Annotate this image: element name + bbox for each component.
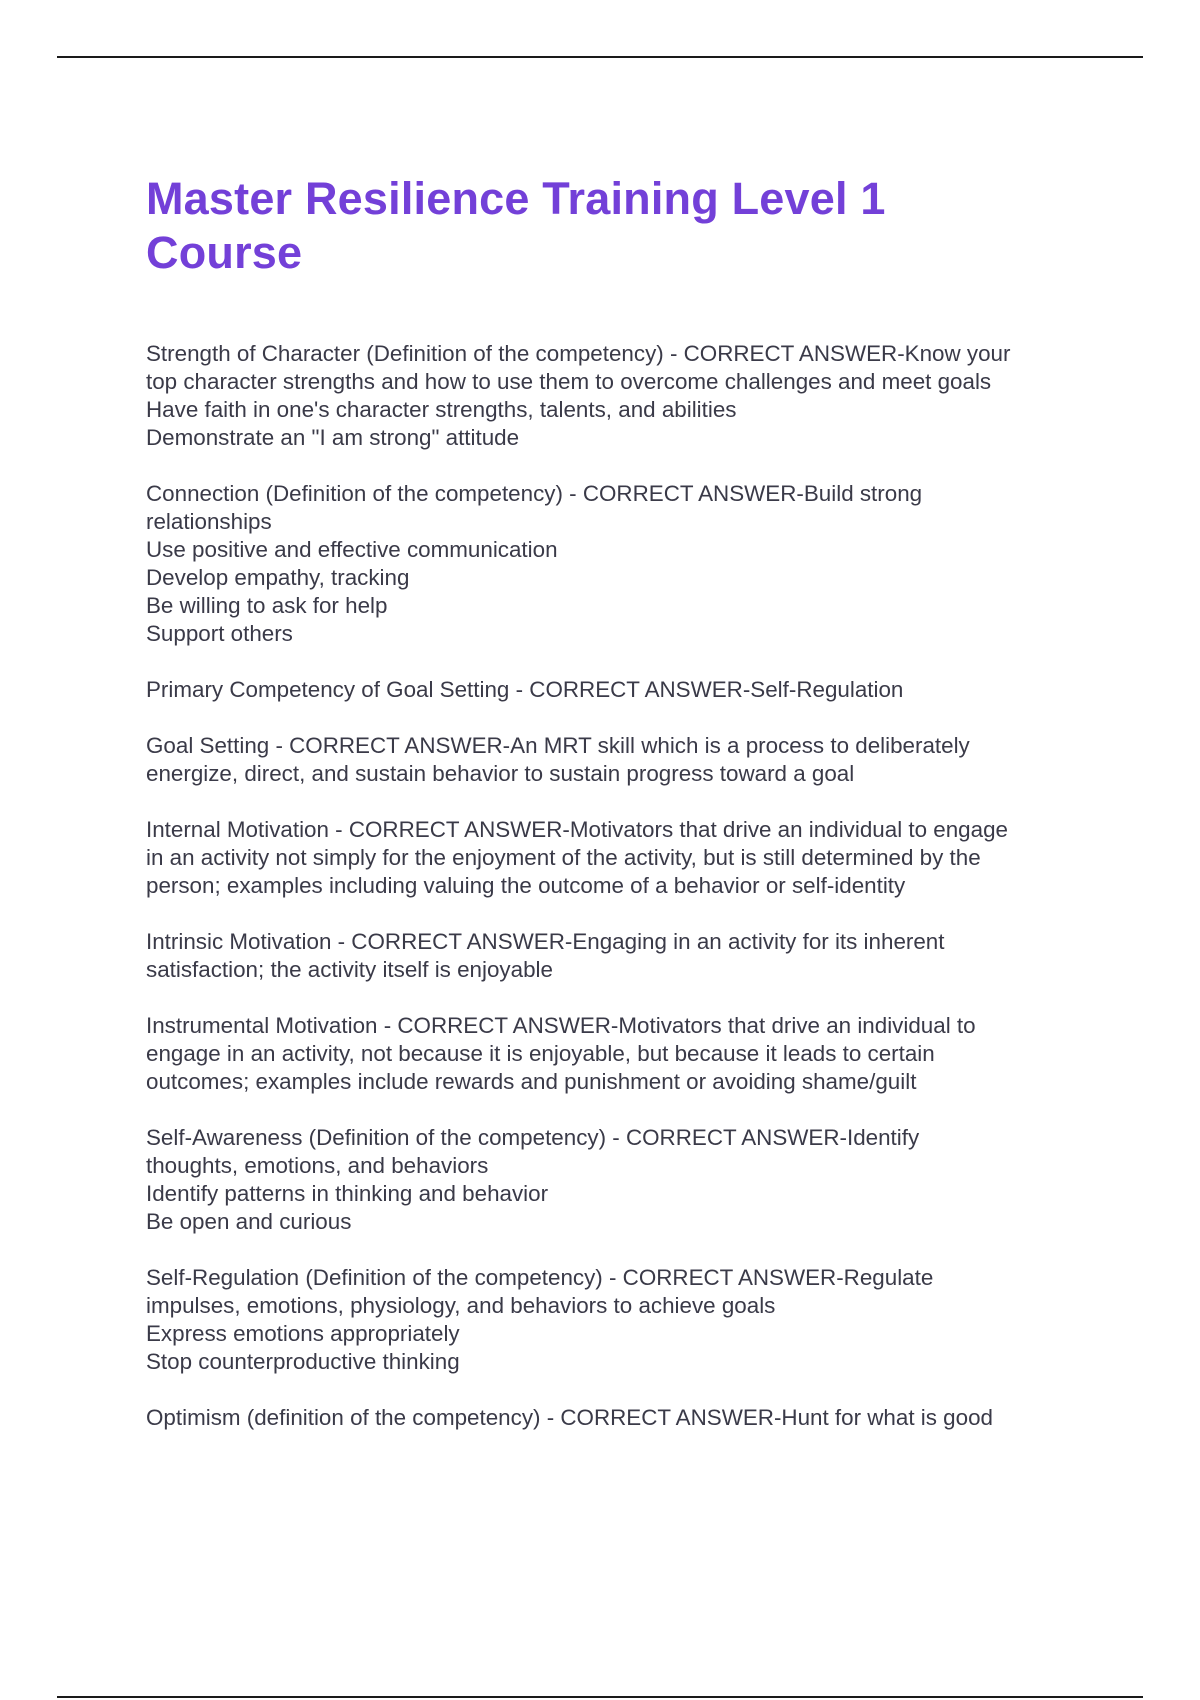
document-body: [146, 172, 1086, 1460]
qa-entry: [146, 816, 1086, 900]
qa-line: Connection (Definition of the competency) - CORRECT ANSWER-Build strong: [146, 481, 923, 506]
qa-entry: [146, 1404, 1086, 1432]
qa-line: Goal Setting - CORRECT ANSWER-An MRT skill which is a process to deliberately: [146, 733, 970, 758]
qa-line: Develop empathy, tracking: [146, 565, 410, 590]
qa-line: energize, direct, and sustain behavior to sustain progress toward a goal: [146, 761, 855, 786]
qa-line: Support others: [146, 621, 293, 646]
qa-line: person; examples including valuing the outcome of a behavior or self-identity: [146, 873, 906, 898]
qa-line: relationships: [146, 509, 272, 534]
qa-line: engage in an activity, not because it is enjoyable, but because it leads to certain: [146, 1041, 935, 1066]
qa-line: Stop counterproductive thinking: [146, 1349, 460, 1374]
qa-line: top character strengths and how to use them to overcome challenges and meet goals: [146, 369, 992, 394]
qa-line: Strength of Character (Definition of the competency) - CORRECT ANSWER-Know your: [146, 341, 1011, 366]
title-line: Course: [146, 227, 303, 278]
qa-line: Have faith in one's character strengths, talents, and abilities: [146, 397, 737, 422]
qa-line: Self-Awareness (Definition of the competency) - CORRECT ANSWER-Identify: [146, 1125, 920, 1150]
qa-entry: [146, 928, 1086, 984]
qa-line: Be open and curious: [146, 1209, 352, 1234]
qa-line: Demonstrate an "I am strong" attitude: [146, 425, 520, 450]
qa-entry: [146, 480, 1086, 648]
qa-entry: [146, 1264, 1086, 1376]
qa-line: Self-Regulation (Definition of the competency) - CORRECT ANSWER-Regulate: [146, 1265, 934, 1290]
qa-entry: [146, 1124, 1086, 1236]
qa-entry: [146, 1012, 1086, 1096]
top-rule: [57, 56, 1143, 58]
qa-line: Intrinsic Motivation - CORRECT ANSWER-Engaging in an activity for its inherent: [146, 929, 945, 954]
qa-list: [146, 340, 1086, 1432]
qa-line: Express emotions appropriately: [146, 1321, 460, 1346]
bottom-rule: [57, 1696, 1143, 1698]
title-line: Master Resilience Training Level 1: [146, 173, 886, 224]
qa-line: Optimism (definition of the competency) - CORRECT ANSWER-Hunt for what is good: [146, 1405, 993, 1430]
qa-line: outcomes; examples include rewards and punishment or avoiding shame/guilt: [146, 1069, 917, 1094]
qa-line: satisfaction; the activity itself is enjoyable: [146, 957, 553, 982]
qa-line: Instrumental Motivation - CORRECT ANSWER-Motivators that drive an individual to: [146, 1013, 976, 1038]
qa-line: Identify patterns in thinking and behavior: [146, 1181, 549, 1206]
qa-line: Primary Competency of Goal Setting - CORRECT ANSWER-Self-Regulation: [146, 677, 904, 702]
page-title: [146, 172, 1086, 280]
qa-entry: [146, 676, 1086, 704]
qa-line: in an activity not simply for the enjoyment of the activity, but is still determined by the: [146, 845, 981, 870]
qa-entry: [146, 732, 1086, 788]
qa-line: Be willing to ask for help: [146, 593, 388, 618]
qa-line: impulses, emotions, physiology, and behaviors to achieve goals: [146, 1293, 776, 1318]
qa-line: Use positive and effective communication: [146, 537, 558, 562]
qa-entry: [146, 340, 1086, 452]
qa-line: thoughts, emotions, and behaviors: [146, 1153, 489, 1178]
qa-line: Internal Motivation - CORRECT ANSWER-Motivators that drive an individual to engage: [146, 817, 1008, 842]
